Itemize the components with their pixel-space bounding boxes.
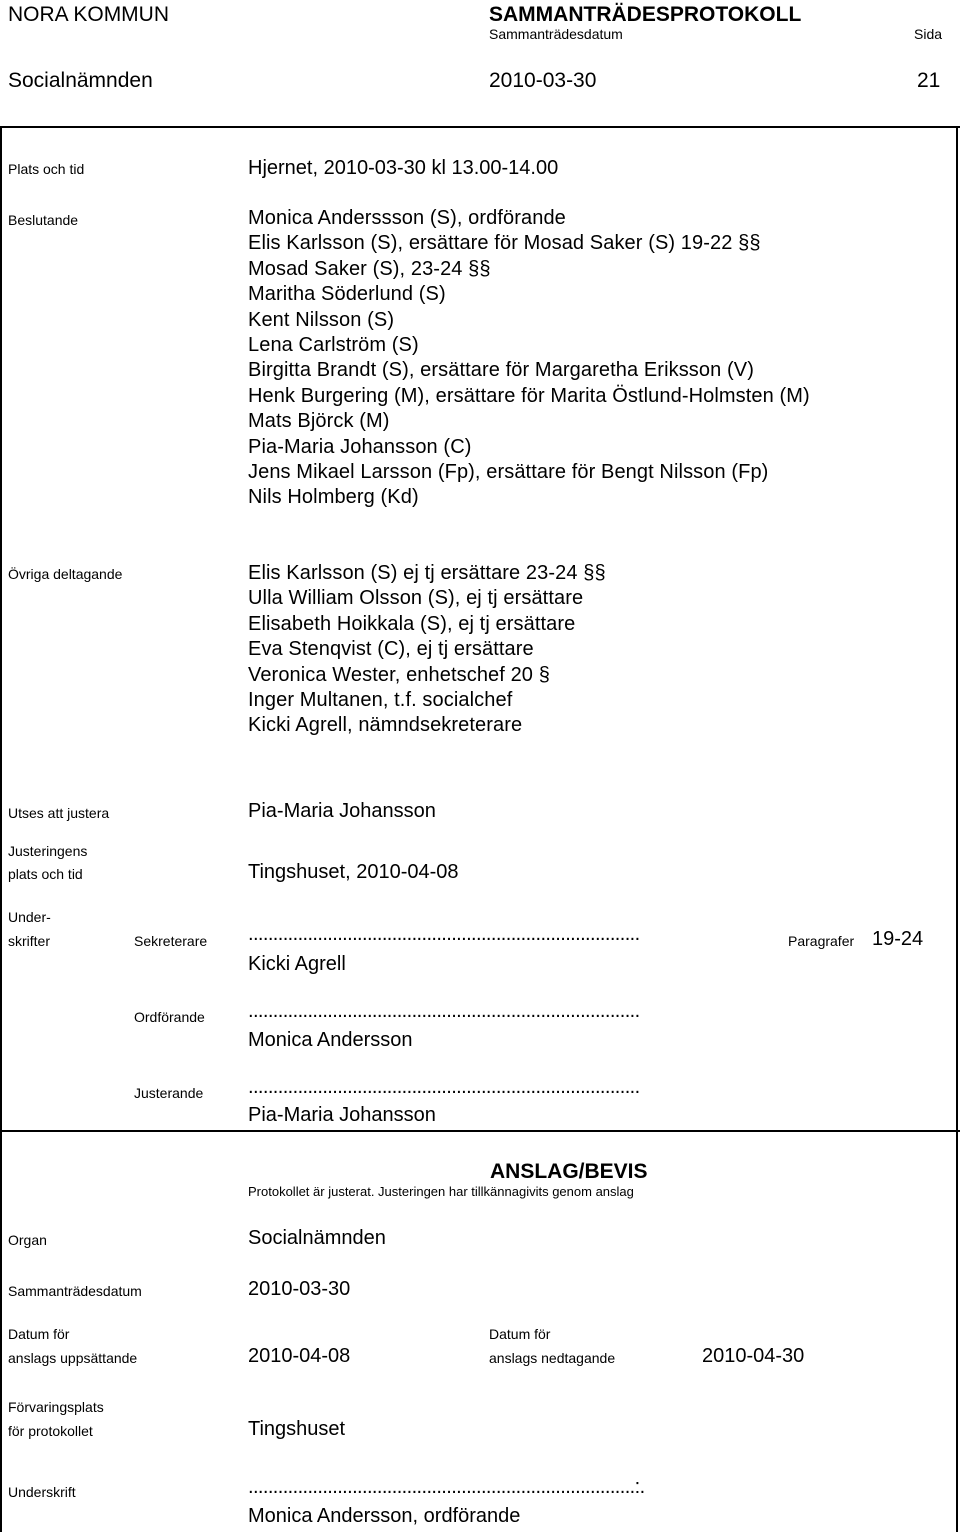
removed-label-1: Datum för: [489, 1326, 551, 1342]
storage-label-1: Förvaringsplats: [8, 1399, 104, 1415]
decision-makers-list: [248, 208, 810, 513]
notice-title: ANSLAG/BEVIS: [490, 1160, 648, 1183]
other-participant: Veronica Wester, enhetschef 20 §: [248, 663, 550, 686]
secretary-name: Kicki Agrell: [248, 953, 346, 975]
meeting-date: 2010-03-30: [489, 69, 597, 92]
notice-signatory: Monica Andersson, ordförande: [248, 1505, 521, 1527]
other-participant: Eva Stenqvist (C), ej tj ersättare: [248, 638, 534, 661]
adjuster-name: Pia-Maria Johansson: [248, 1104, 436, 1126]
other-participants-list: [248, 563, 606, 741]
decision-maker: Elis Karlsson (S), ersättare för Mosad Saker (S) 19-22 §§: [248, 232, 761, 255]
top-divider: [0, 126, 960, 128]
organ-label: Organ: [8, 1232, 47, 1248]
place-time-label: Plats och tid: [8, 161, 85, 177]
other-participants-label: Övriga deltagande: [8, 566, 123, 582]
posted-label-1: Datum för: [8, 1326, 70, 1342]
storage-label-2: för protokollet: [8, 1423, 93, 1439]
decision-maker: Nils Holmberg (Kd): [248, 486, 419, 509]
committee-name: Socialnämnden: [8, 69, 153, 92]
posted-label-2: anslags uppsättande: [8, 1350, 138, 1366]
chair-label: Ordförande: [134, 1009, 205, 1025]
adjuster-appointed-label: Utses att justera: [8, 805, 110, 821]
decision-maker: Lena Carlström (S): [248, 333, 419, 356]
notice-subtitle: Protokollet är justerat. Justeringen har tillkännagivits genom anslag: [248, 1184, 634, 1199]
decision-maker: Jens Mikael Larsson (Fp), ersättare för Bengt Nilsson (Fp): [248, 460, 769, 483]
adjustment-place-time: Tingshuset, 2010-04-08: [248, 861, 459, 883]
adjustment-place-label-1: Justeringens: [8, 843, 88, 859]
notice-signature-line: ..............................................................................:.: [248, 1476, 645, 1498]
other-participant: Inger Multanen, t.f. socialchef: [248, 688, 513, 711]
decision-maker: Pia-Maria Johansson (C): [248, 435, 472, 458]
place-time: Hjernet, 2010-03-30 kl 13.00-14.00: [248, 157, 559, 179]
adjuster-appointed: Pia-Maria Johansson: [248, 800, 436, 822]
notice-divider: [0, 1130, 960, 1132]
organ: Socialnämnden: [248, 1227, 386, 1249]
decision-maker: Mats Björck (M): [248, 410, 390, 433]
secretary-label: Sekreterare: [134, 933, 208, 949]
notice-meeting-date: 2010-03-30: [248, 1278, 351, 1300]
decision-maker: Kent Nilsson (S): [248, 308, 395, 331]
secretary-signature-line: ...............................................................................: [248, 923, 640, 945]
other-participant: Elisabeth Hoikkala (S), ej tj ersättare: [248, 612, 576, 635]
posted-date: 2010-04-08: [248, 1345, 351, 1367]
chair-name: Monica Andersson: [248, 1029, 413, 1051]
adjuster-signature-line: ...............................................................................: [248, 1076, 640, 1098]
decision-maker: Birgitta Brandt (S), ersättare för Margaretha Eriksson (V): [248, 359, 754, 382]
paragraphs-label: Paragrafer: [788, 933, 855, 949]
document-type: SAMMANTRÄDESPROTOKOLL: [489, 3, 802, 26]
adjuster-label: Justerande: [134, 1085, 204, 1101]
chair-signature-line: ...............................................................................: [248, 1000, 640, 1022]
decision-maker: Maritha Söderlund (S): [248, 283, 446, 306]
municipality-name: NORA KOMMUN: [8, 3, 170, 26]
other-participant: Elis Karlsson (S) ej tj ersättare 23-24 §§: [248, 562, 606, 584]
other-participant: Kicki Agrell, nämndsekreterare: [248, 714, 523, 737]
adjustment-place-label-2: plats och tid: [8, 866, 83, 882]
notice-meeting-date-label: Sammanträdesdatum: [8, 1283, 142, 1299]
removed-label-2: anslags nedtagande: [489, 1350, 616, 1366]
decision-makers-label: Beslutande: [8, 212, 79, 228]
decision-maker: Henk Burgering (M), ersättare för Marita Östlund-Holmsten (M): [248, 384, 810, 407]
other-participant: Ulla William Olsson (S), ej tj ersättare: [248, 587, 584, 610]
signatures-label-1: Under-: [8, 909, 51, 925]
decision-maker: Monica Anderssson (S), ordförande: [248, 207, 566, 229]
storage-place: Tingshuset: [248, 1418, 346, 1440]
meeting-date-label: Sammanträdesdatum: [489, 26, 623, 42]
page-label: Sida: [914, 26, 943, 42]
removed-date: 2010-04-30: [702, 1345, 805, 1367]
page-number: 21: [917, 69, 941, 92]
signature-label: Underskrift: [8, 1484, 76, 1500]
signatures-label-2: skrifter: [8, 933, 50, 949]
paragraphs: 19-24: [872, 928, 924, 950]
decision-maker: Mosad Saker (S), 23-24 §§: [248, 257, 491, 280]
